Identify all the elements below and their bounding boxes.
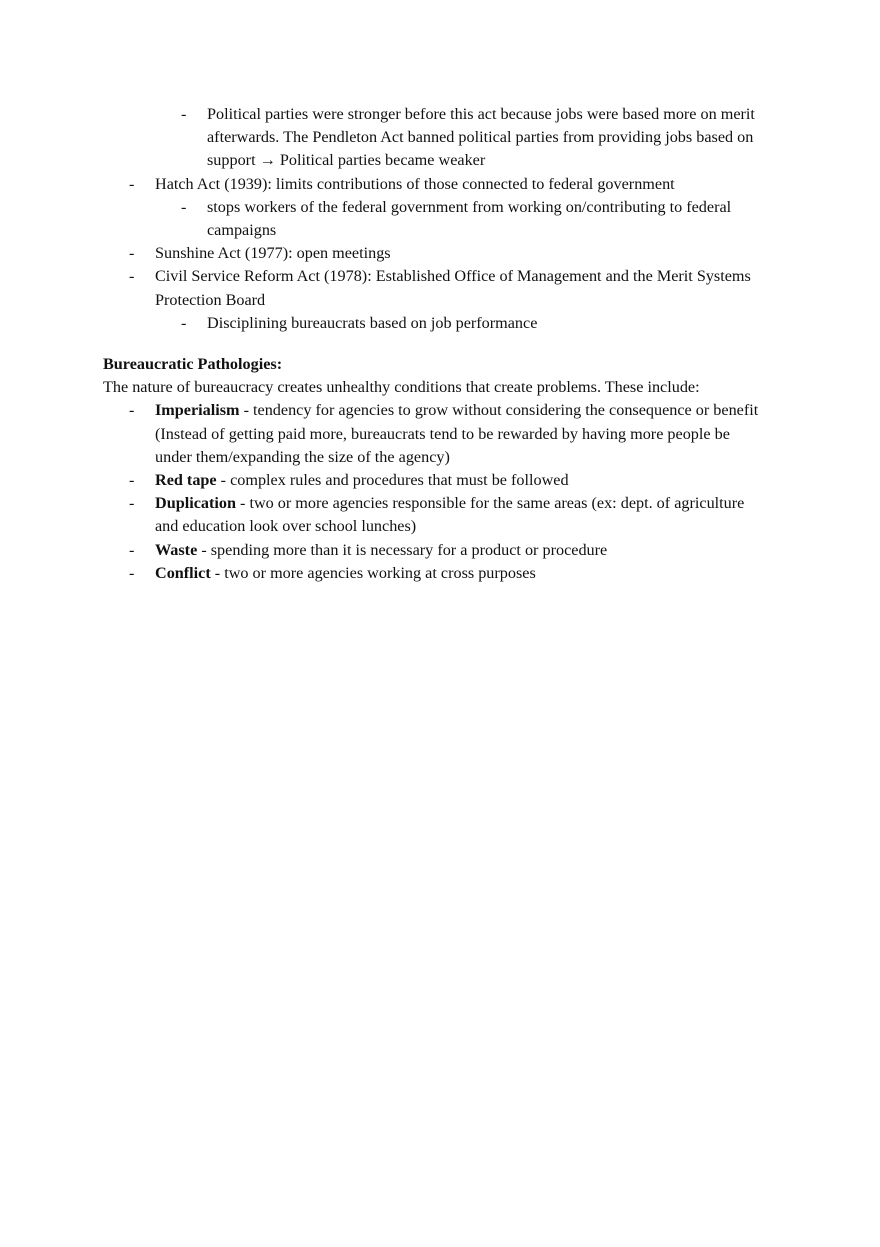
pathology-term: Waste bbox=[155, 540, 198, 559]
bullet-dash: - bbox=[129, 401, 135, 420]
pathology-definition: - complex rules and procedures that must be followed bbox=[216, 471, 569, 490]
list-item-civil-service-reform-act bbox=[0, 265, 880, 311]
bullet-dash: - bbox=[181, 197, 187, 216]
section-intro: The nature of bureaucracy creates unhealthy conditions that create problems. These include: bbox=[103, 378, 700, 397]
pathology-definition: - tendency for agencies to grow without considering the consequence or benefit (Instead of getting paid more, bureaucrats tend to be rewarded by having more people be under them/expanding the size of the agency) bbox=[155, 401, 759, 466]
list-item-text: stops workers of the federal government from working on/contributing to federal campaigns bbox=[207, 197, 732, 240]
pathology-term: Imperialism bbox=[155, 401, 240, 420]
section-heading: Bureaucratic Pathologies: bbox=[103, 355, 283, 373]
pathology-term: Conflict bbox=[155, 563, 211, 582]
list-item-hatch-act bbox=[0, 173, 880, 196]
list-item-hatch-note bbox=[0, 196, 880, 242]
pathology-item-imperialism bbox=[0, 399, 880, 469]
list-item-sunshine-act bbox=[0, 242, 880, 265]
bullet-dash: - bbox=[129, 267, 135, 286]
list-item-civil-service-note bbox=[0, 312, 880, 335]
bullet-dash: - bbox=[129, 174, 135, 193]
pathology-definition: - spending more than it is necessary for a product or procedure bbox=[197, 540, 608, 559]
pathology-item-duplication bbox=[0, 492, 880, 538]
bullet-dash: - bbox=[129, 540, 135, 559]
pathology-term: Duplication bbox=[155, 494, 236, 513]
pathology-definition: - two or more agencies responsible for the same areas (ex: dept. of agriculture and education look over school lunches) bbox=[155, 494, 745, 536]
pathologies-section bbox=[0, 353, 880, 585]
pathology-definition: - two or more agencies working at cross purposes bbox=[210, 563, 536, 582]
bullet-dash: - bbox=[129, 244, 135, 263]
pathology-item-waste bbox=[0, 539, 880, 562]
list-item-text: Disciplining bureaucrats based on job performance bbox=[207, 313, 538, 332]
list-item-text: Sunshine Act (1977): open meetings bbox=[155, 244, 391, 263]
bullet-dash: - bbox=[181, 105, 187, 123]
bullet-dash: - bbox=[181, 313, 187, 332]
list-item-text: Political parties were stronger before this act because jobs were based more on merit afterwards. The Pendleton Act banned political parties from providing jobs based on support → Political parties became weaker bbox=[207, 105, 755, 170]
pathology-term: Red tape bbox=[155, 471, 217, 490]
list-item-pendleton-note bbox=[0, 103, 880, 173]
acts-list bbox=[0, 103, 880, 335]
bullet-dash: - bbox=[129, 563, 135, 582]
pathology-item-red-tape bbox=[0, 469, 880, 492]
bullet-dash: - bbox=[129, 471, 135, 490]
pathology-item-conflict bbox=[0, 562, 880, 585]
list-item-text: Hatch Act (1939): limits contributions of those connected to federal government bbox=[155, 174, 675, 193]
list-item-text: Civil Service Reform Act (1978): Established Office of Management and the Merit Systems Protection Board bbox=[155, 267, 751, 309]
bullet-dash: - bbox=[129, 494, 135, 513]
